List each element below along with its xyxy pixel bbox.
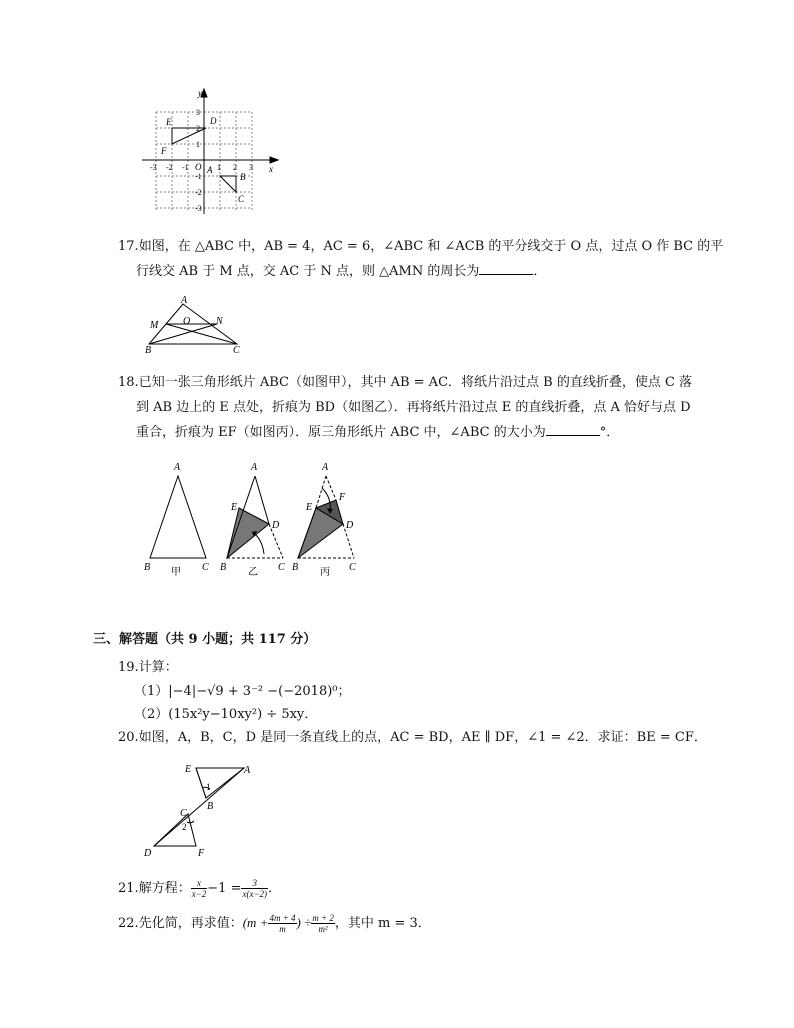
question-number: 22.	[118, 916, 139, 931]
svg-text:E: E	[306, 502, 313, 513]
question-20	[118, 725, 768, 750]
svg-text:C: C	[180, 808, 187, 819]
svg-text:C: C	[202, 562, 209, 573]
svg-text:C: C	[278, 562, 285, 573]
angle-2-label: 2	[182, 822, 187, 832]
svg-text:3: 3	[196, 108, 200, 117]
svg-text:F: F	[161, 146, 167, 156]
paper-folding-figures	[140, 458, 365, 578]
figure-yi	[220, 462, 285, 578]
fraction-4m-plus-4-over-m: $\frac{4m + 4}{m}$	[269, 913, 296, 934]
svg-text:B: B	[144, 562, 151, 573]
x-tick-labels	[150, 163, 253, 172]
question-20-text: 如图，A，B，C，D 是同一条直线上的点，AC = BD，AE ∥ DF，∠1 = ∠2．求证：BE = CF．	[138, 730, 707, 745]
answer-blank[interactable]	[479, 260, 533, 275]
svg-text:B: B	[220, 562, 227, 573]
svg-text:2: 2	[233, 163, 237, 172]
figure-bing	[292, 462, 356, 578]
svg-text:-1: -1	[195, 172, 202, 181]
svg-text:2: 2	[196, 124, 200, 133]
y-axis-label: y	[198, 88, 202, 98]
x-axis-label: x	[269, 164, 273, 174]
question-17-line1: 如图，在 △ABC 中，AB = 4，AC = 6，∠ABC 和 ∠ACB 的平分线交于 O 点，过点 O 作 BC 的平	[138, 239, 724, 254]
question-22	[118, 910, 431, 936]
svg-text:-3: -3	[195, 204, 202, 213]
question-19-part2: （2）(15x²y−10xy²) ÷ 5xy．	[134, 707, 318, 722]
triangle-def	[172, 128, 206, 144]
question-22-prefix: 先化简，再求值：	[138, 916, 243, 931]
question-18-line1: 已知一张三角形纸片 ABC（如图甲），其中 AB = AC．将纸片沿过点 B 的直线折叠，使点 C 落	[138, 375, 693, 390]
svg-text:O: O	[183, 316, 191, 327]
question-number: 18.	[118, 375, 139, 390]
svg-text:E: E	[185, 764, 192, 775]
svg-text:-2: -2	[195, 188, 202, 197]
question-19-part1: （1）|−4|−√9 + 3⁻² −(−2018)⁰；	[134, 684, 351, 699]
question-18-line3	[136, 420, 756, 445]
question-17-line2	[136, 259, 756, 284]
question-number: 19.	[118, 660, 139, 675]
section-3-title: 三、解答题（共 9 小题；共 117 分）	[93, 632, 317, 647]
figure-lines	[154, 768, 244, 846]
svg-text:D: D	[272, 520, 280, 531]
svg-text:B: B	[145, 345, 152, 354]
svg-text:D: D	[144, 848, 152, 859]
svg-text:C: C	[233, 345, 240, 354]
svg-text:D: D	[210, 116, 217, 126]
svg-text:B: B	[240, 172, 246, 182]
answer-blank[interactable]	[546, 421, 600, 436]
expression-open: (m +	[242, 915, 269, 930]
svg-text:A: A	[174, 462, 181, 473]
equation-middle: −1 =	[207, 881, 242, 896]
figure-labels	[143, 764, 251, 859]
svg-text:M: M	[150, 320, 159, 331]
question-18-line3-text: 重合，折痕为 EF（如图丙）．原三角形纸片 ABC 中，∠ABC 的大小为	[136, 425, 546, 440]
origin-label: O	[195, 162, 202, 172]
svg-text:C: C	[349, 562, 356, 573]
svg-text:1: 1	[196, 140, 200, 149]
question-21-prefix: 解方程：	[138, 881, 191, 896]
question-number: 17.	[118, 239, 139, 254]
caption-yi: 乙	[248, 567, 258, 578]
question-17	[118, 234, 758, 259]
question-18	[118, 370, 758, 395]
svg-text:C: C	[238, 194, 245, 204]
angle-1-label: 1	[206, 782, 211, 792]
expression-close: ) ÷	[296, 915, 312, 930]
svg-text:B: B	[207, 801, 214, 812]
question-22-suffix: ，其中 m = 3．	[334, 916, 431, 931]
svg-text:A: A	[244, 765, 251, 776]
svg-text:E: E	[166, 117, 172, 127]
svg-text:3: 3	[249, 163, 253, 172]
svg-text:-1: -1	[182, 163, 189, 172]
caption-jia: 甲	[171, 567, 181, 578]
question-17-line2-text: 行线交 AB 于 M 点，交 AC 于 N 点，则 △AMN 的周长为	[136, 264, 480, 279]
svg-text:A: A	[181, 295, 188, 306]
equation-end: ．	[268, 881, 282, 896]
coordinate-grid-figure	[138, 86, 288, 216]
question-19-title: 计算：	[138, 660, 178, 675]
fraction-x-over-x-minus-2: $\frac{x}{x-2}$	[191, 878, 207, 899]
svg-text:N: N	[216, 316, 223, 327]
parallel-triangles-figure	[140, 760, 260, 860]
fraction-3-over-x-x-minus-2: $\frac{3}{x(x-2)}$	[242, 878, 268, 899]
triangle-amn-figure	[143, 292, 253, 354]
svg-text:-2: -2	[166, 163, 173, 172]
triangle-abc	[220, 176, 236, 192]
svg-text:A: A	[251, 462, 258, 473]
question-18-line3-end: °．	[599, 425, 620, 440]
svg-text:1: 1	[217, 163, 221, 172]
fraction-m-plus-2-over-m-squared: $\frac{m + 2}{\text{m²}}$	[312, 913, 334, 934]
figure-jia	[144, 462, 209, 578]
question-21	[118, 876, 281, 901]
question-18-line2: 到 AB 边上的 E 点处，折痕为 BD（如图乙）．再将纸片沿过点 E 的直线折叠，点 A 恰好与点 D	[136, 400, 691, 415]
svg-text:A: A	[207, 165, 213, 175]
question-17-line2-end: ．	[533, 264, 547, 279]
svg-text:D: D	[346, 520, 354, 531]
question-19	[118, 655, 178, 680]
svg-text:-3: -3	[150, 163, 157, 172]
svg-text:E: E	[231, 502, 238, 513]
question-number: 20.	[118, 730, 139, 745]
caption-bing: 丙	[320, 567, 330, 578]
svg-text:F: F	[198, 848, 205, 859]
question-number: 21.	[118, 881, 139, 896]
svg-text:B: B	[292, 562, 299, 573]
svg-text:A: A	[322, 462, 329, 473]
triangle-lines	[149, 304, 237, 344]
svg-text:F: F	[339, 492, 346, 503]
